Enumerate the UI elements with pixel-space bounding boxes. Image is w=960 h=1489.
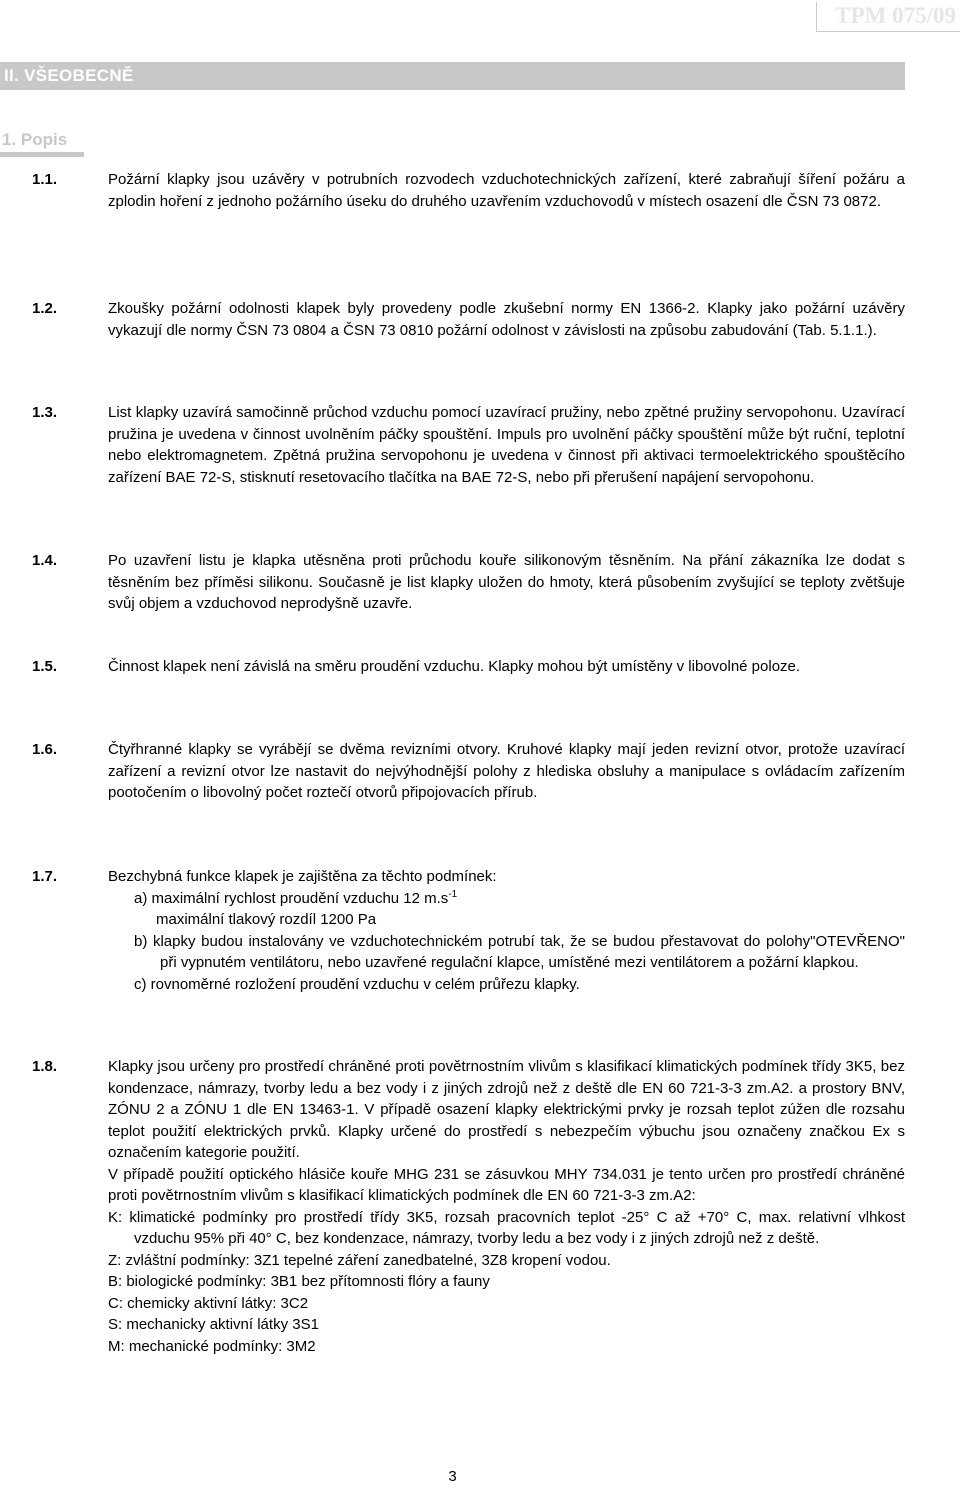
- paragraph-number: 1.5.: [32, 658, 58, 675]
- paragraph-1-2: [0, 298, 960, 341]
- environment-description: Klapky jsou určeny pro prostředí chráněné proti povětrnostním vlivům s klasifikací klimatických podmínek třídy 3K5, bez kondenzace, námrazy, tvorby ledu a bez vody i z jiných zdrojů než z deště dle EN 60 721-3-3 zm.A2. a prostory BNV, ZÓNU 2 a ZÓNU 1 dle EN 13463-1. V případě osazení klapky elektrickými prvky je rozsah teplot zúžen dle rozsahu teplot použití elektrických prvků. Klapky určené do prostředí s nebezpečím výbuchu jsou označeny značkou Ex s označením kategorie použití.: [108, 1058, 905, 1161]
- subsection-underline: [0, 152, 84, 157]
- document-code: TPM 075/09: [816, 2, 960, 32]
- page-number: 3: [448, 1468, 457, 1485]
- paragraph-number: 1.4.: [32, 552, 58, 569]
- condition-b: b) klapky budou instalovány ve vzduchotechnickém potrubí tak, že se budou přestavovat do polohy"OTEVŘENO" při vypnutém ventilátoru, nebo uzavřené regulační klapce, umístěné mezi ventilátorem a požární klapkou.: [134, 932, 905, 971]
- condition-a: a) maximální rychlost proudění vzduchu 12 $m.s^{-1}$: [134, 888, 458, 907]
- paragraph-text: Činnost klapek není závislá na směru proudění vzduchu. Klapky mohou být umístěny v libovolné poloze.: [108, 658, 801, 675]
- paragraph-number: 1.2.: [32, 300, 58, 317]
- paragraph-number: 1.7.: [32, 868, 58, 885]
- paragraph-text: Požární klapky jsou uzávěry v potrubních rozvodech vzduchotechnických zařízení, které zabraňují šíření požáru a zplodin hoření z jednoho požárního úseku do druhého uzavřením vzduchovodů v místech osazení dle ČSN 73 0872.: [108, 171, 905, 210]
- paragraph-number: 1.3.: [32, 404, 58, 421]
- paragraph-number: 1.1.: [32, 171, 58, 188]
- condition-c: c) rovnoměrné rozložení proudění vzduchu v celém průřezu klapky.: [134, 975, 580, 993]
- paragraph-text: Zkoušky požární odolnosti klapek byly provedeny podle zkušební normy EN 1366-2. Klapky jako požární uzávěry vykazují dle normy ČSN 73 0804 a ČSN 73 0810 požární odolnost v závislosti na způsobu zabudování (Tab. 5.1.1.).: [108, 300, 905, 339]
- class-m: M: mechanické podmínky: 3M2: [108, 1337, 316, 1355]
- class-s: S: mechanicky aktivní látky 3S1: [108, 1316, 319, 1333]
- section-header-bar: [0, 62, 905, 90]
- paragraph-1-4: [0, 550, 960, 615]
- paragraph-number: 1.8.: [32, 1058, 58, 1075]
- superscript-exponent: -1: [448, 888, 458, 900]
- condition-a-pressure: maximální tlakový rozdíl 1200 Pa: [156, 911, 377, 928]
- class-z: Z: zvláštní podmínky: 3Z1 tepelné záření zanedbatelné, 3Z8 kropení vodou.: [108, 1251, 611, 1269]
- class-k: K: klimatické podmínky pro prostředí třídy 3K5, rozsah pracovních teplot -25° C až +70° C, max. relativní vlhkost vzduchu 95% při 40° C, bez kondenzace, námrazy, tvorby ledu a bez vody i z jiných zdrojů než z deště.: [108, 1208, 905, 1247]
- paragraph-1-3: [0, 402, 960, 488]
- section-title: II. VŠEOBECNĚ: [4, 66, 134, 85]
- paragraph-text: List klapky uzavírá samočinně průchod vzduchu pomocí uzavírací pružiny, nebo zpětné pružiny servopohonu. Uzavírací pružina je uvedena v činnost uvolněním páčky spouštění. Impuls pro uvolnění páčky spouštění může být ruční, teplotní nebo elektromagnetem. Zpětná pružina servopohonu je uvedena v činnost při aktivaci termoelektrického spouštěcího zařízení BAE 72-S, stisknutí resetovacího tlačítka na BAE 72-S, nebo při přerušení napájení servopohonu.: [108, 404, 905, 486]
- class-c: C: chemicky aktivní látky: 3C2: [108, 1294, 309, 1312]
- paragraph-1-5: [0, 656, 960, 678]
- paragraph-number: 1.6.: [32, 741, 58, 758]
- paragraph-text: Po uzavření listu je klapka utěsněna proti průchodu kouře silikonovým těsněním. Na přání zákazníka lze dodat s těsněním bez příměsi silikonu. Současně je list klapky uložen do hmoty, která působením zvyšující se teploty zvětšuje svůj objem a vzduchovod neprodyšně uzavře.: [108, 552, 905, 612]
- paragraph-1-6: [0, 739, 960, 804]
- paragraph-1-7: [0, 866, 960, 995]
- conditions-intro: Bezchybná funkce klapek je zajištěna za těchto podmínek:: [108, 868, 497, 885]
- paragraph-text: Čtyřhranné klapky se vyrábějí se dvěma revizními otvory. Kruhové klapky mají jeden revizní otvor, protože uzavírací zařízení a revizní otvor lze nastavit do nejvýhodnější polohy z hlediska obsluhy a manipulace s ovládacím zařízením pootočením o libovolný počet roztečí otvorů připojovacích přírub.: [108, 741, 905, 801]
- class-b: B: biologické podmínky: 3B1 bez přítomnosti flóry a fauny: [108, 1273, 490, 1290]
- subsection-title: 1. Popis: [2, 130, 68, 149]
- paragraph-1-8: [0, 1056, 960, 1357]
- paragraph-1-1: [0, 169, 960, 212]
- smoke-detector-note: V případě použití optického hlásiče kouře MHG 231 se zásuvkou MHY 734.031 je tento určen pro prostředí chráněné proti povětrnostním vlivům s klasifikací klimatických podmínek dle EN 60 721-3-3 zm.A2:: [108, 1165, 905, 1204]
